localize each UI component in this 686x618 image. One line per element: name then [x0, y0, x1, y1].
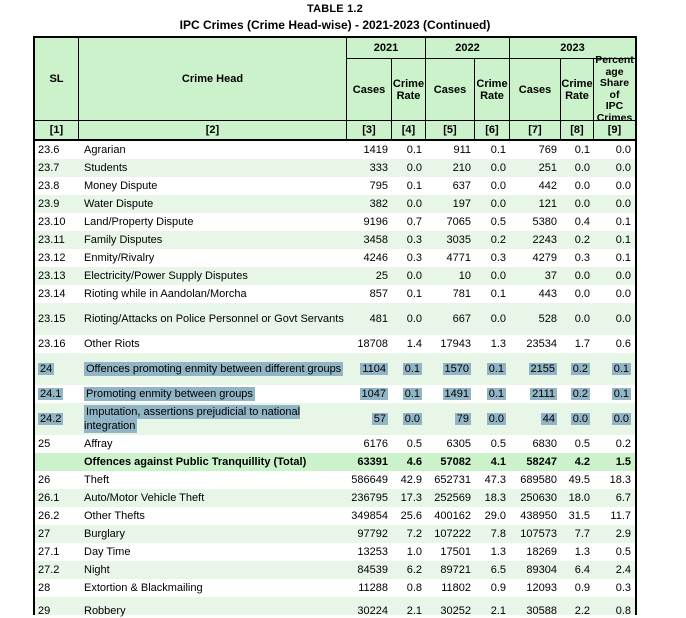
- row-value: 0.0: [615, 198, 631, 210]
- row-value: [594, 388, 635, 400]
- row-crime-head: Agrarian: [84, 144, 126, 156]
- row-sl: 23.14: [38, 288, 66, 300]
- row-crime-head: Rioting while in Aandolan/Morcha: [84, 288, 247, 300]
- row-value: 0.0: [574, 198, 590, 210]
- selected-text: Promoting enmity between groups: [86, 388, 253, 400]
- row-value: 89304: [526, 564, 557, 576]
- col-header-year-2022: 2022: [426, 38, 510, 59]
- row-crime-head: Affray: [84, 438, 113, 450]
- selected-text: 0.0: [613, 413, 629, 425]
- row-value: 0.6: [615, 338, 631, 350]
- row-value: 0.3: [490, 252, 506, 264]
- row-value: 6.5: [490, 564, 506, 576]
- row-value: 0.0: [615, 144, 631, 156]
- table-row: [35, 195, 635, 213]
- selected-text: 0.1: [488, 388, 504, 400]
- row-crime-head: Other Thefts: [84, 510, 145, 522]
- table-row: [35, 453, 635, 471]
- row-sl: 27.2: [38, 564, 60, 576]
- table-header: [35, 38, 635, 141]
- row-value: 0.0: [406, 162, 422, 174]
- row-value: [475, 363, 510, 375]
- row-value: 12093: [526, 582, 557, 594]
- row-value: 667: [452, 313, 471, 325]
- row-value: 210: [452, 162, 471, 174]
- row-value: [510, 388, 561, 400]
- selected-text: 1047: [361, 388, 386, 400]
- row-sl: 23.9: [38, 198, 60, 210]
- row-value: 6.4: [574, 564, 590, 576]
- row-value: 438950: [520, 510, 557, 522]
- row-value: 0.3: [406, 252, 422, 264]
- table-row: [35, 159, 635, 177]
- row-value: 0.0: [615, 270, 631, 282]
- row-value: 6176: [363, 438, 388, 450]
- row-sl: [35, 363, 79, 375]
- row-value: [347, 388, 392, 400]
- row-value: 443: [538, 288, 557, 300]
- row-value: 63391: [357, 456, 388, 468]
- col-header-cases-2023: Cases: [510, 59, 561, 121]
- selected-text: 1104: [362, 363, 386, 375]
- row-value: [426, 413, 475, 425]
- row-value: 0.0: [574, 270, 590, 282]
- row-value: 0.0: [490, 180, 506, 192]
- col-index-9: [9]: [607, 124, 622, 136]
- row-value: 251: [538, 162, 557, 174]
- row-value: 236795: [351, 492, 388, 504]
- table-row: [35, 403, 635, 435]
- row-value: 6830: [532, 438, 557, 450]
- row-crime-head: Day Time: [84, 546, 131, 558]
- row-value: 0.0: [615, 288, 631, 300]
- row-value: 18.3: [609, 474, 631, 486]
- row-crime-head: Family Disputes: [84, 234, 163, 246]
- row-value: 0.1: [574, 144, 590, 156]
- row-value: 1.7: [574, 338, 590, 350]
- col-index-5: [5]: [426, 121, 475, 139]
- row-sl: 26.1: [38, 492, 60, 504]
- col-header-year-2021: 2021: [347, 38, 426, 59]
- row-value: 0.1: [615, 234, 631, 246]
- row-value: 333: [369, 162, 388, 174]
- row-value: 107222: [434, 528, 471, 540]
- row-sl: 23.16: [38, 338, 66, 350]
- selected-text: Imputation, assertions prejudicial to national integration: [84, 406, 301, 432]
- row-value: 1419: [363, 144, 388, 156]
- row-value: 0.0: [615, 313, 631, 325]
- col-index-4: [4]: [392, 121, 426, 139]
- table-row: [35, 435, 635, 453]
- row-value: 2.2: [574, 604, 590, 617]
- row-value: [392, 363, 426, 375]
- row-value: 0.0: [490, 162, 506, 174]
- row-value: 0.0: [574, 180, 590, 192]
- col-header-cases-2022: Cases: [426, 59, 475, 121]
- col-header-percentage-share: Percent age Share of IPC Crimes: [595, 54, 634, 124]
- row-value: 84539: [357, 564, 388, 576]
- row-value: [426, 388, 475, 400]
- table-row: [35, 561, 635, 579]
- row-value: 2243: [532, 234, 557, 246]
- row-value: 442: [538, 180, 557, 192]
- row-value: 0.1: [615, 216, 631, 228]
- row-value: 0.0: [574, 162, 590, 174]
- table-row: [35, 213, 635, 231]
- row-sl: 29: [38, 604, 51, 617]
- row-value: [561, 388, 594, 400]
- col-header-year-2023: 2023: [510, 38, 635, 59]
- row-value: 795: [369, 180, 388, 192]
- row-sl: 26: [38, 474, 51, 486]
- row-value: 4.2: [574, 456, 590, 468]
- row-value: 0.1: [406, 144, 422, 156]
- row-value: 528: [538, 313, 557, 325]
- row-sl: 23.13: [38, 270, 66, 282]
- row-crime-head: Enmity/Rivalry: [84, 252, 155, 264]
- col-index-8: [8]: [561, 121, 594, 139]
- row-value: 0.1: [406, 288, 422, 300]
- row-value: 586649: [351, 474, 388, 486]
- row-value: 0.4: [574, 216, 590, 228]
- row-value: 47.3: [484, 474, 506, 486]
- table-row: [35, 385, 635, 403]
- row-value: 4246: [363, 252, 388, 264]
- row-value: 0.0: [574, 313, 590, 325]
- selected-text: 0.0: [572, 413, 588, 425]
- row-value: [347, 363, 392, 375]
- row-value: 349854: [351, 510, 388, 522]
- col-index-3: [3]: [347, 121, 392, 139]
- row-value: 13253: [357, 546, 388, 558]
- row-crime-head: Auto/Motor Vehicle Theft: [84, 492, 205, 504]
- row-sl: [35, 388, 79, 400]
- row-value: 0.9: [490, 582, 506, 594]
- row-value: 6305: [446, 438, 471, 450]
- table-row: [35, 141, 635, 159]
- row-value: [392, 388, 426, 400]
- table-body: [35, 141, 635, 615]
- ipc-crimes-table: [33, 36, 637, 615]
- selected-text: 24.1: [40, 388, 62, 400]
- row-value: 30252: [440, 604, 471, 617]
- row-value: 25.6: [400, 510, 422, 522]
- row-value: 0.8: [615, 604, 631, 617]
- row-value: 4279: [532, 252, 557, 264]
- row-sl: 23.11: [38, 234, 65, 246]
- selected-text: 44: [542, 413, 555, 425]
- row-value: 0.1: [490, 144, 506, 156]
- row-sl: 25: [38, 438, 51, 450]
- row-value: 689580: [520, 474, 557, 486]
- selected-text: 0.1: [613, 388, 629, 400]
- row-value: 2.4: [615, 564, 631, 576]
- row-value: 18.0: [568, 492, 590, 504]
- row-value: 11288: [358, 582, 388, 594]
- row-value: 7065: [446, 216, 471, 228]
- row-value: 2.1: [406, 604, 422, 617]
- selected-text: 57: [373, 413, 386, 425]
- col-index-7: [7]: [510, 121, 561, 139]
- row-value: 857: [369, 288, 388, 300]
- row-value: 637: [452, 180, 471, 192]
- row-sl: 28: [38, 582, 51, 594]
- row-value: 0.0: [574, 288, 590, 300]
- selected-text: 79: [456, 413, 469, 425]
- row-value: 4.6: [406, 456, 422, 468]
- row-crime-head: Money Dispute: [84, 180, 158, 192]
- row-value: 29.0: [484, 510, 506, 522]
- row-value: 250630: [520, 492, 557, 504]
- row-value: 0.2: [615, 438, 631, 450]
- row-value: [510, 413, 561, 425]
- row-value: 1.5: [615, 456, 631, 468]
- col-header-cases-2021: Cases: [347, 59, 392, 121]
- selected-text: 0.0: [404, 413, 420, 425]
- row-value: 4.1: [490, 456, 506, 468]
- row-value: 89721: [440, 564, 471, 576]
- table-row: [35, 525, 635, 543]
- row-value: 0.0: [490, 270, 506, 282]
- row-value: 25: [375, 270, 388, 282]
- table-row: [35, 303, 635, 335]
- row-value: 0.9: [574, 582, 590, 594]
- col-header-crime-head: Crime Head: [79, 38, 347, 121]
- row-sl: 23.15: [38, 313, 66, 325]
- row-value: 97792: [357, 528, 388, 540]
- row-value: 0.5: [615, 546, 631, 558]
- selected-text: 1570: [444, 363, 469, 375]
- row-value: 0.5: [406, 438, 422, 450]
- row-crime-head: Offences against Public Tranquillity (Total): [84, 456, 307, 468]
- row-value: 481: [369, 313, 388, 325]
- row-value: 7.7: [574, 528, 590, 540]
- row-value: 2.9: [615, 528, 631, 540]
- row-value: 42.9: [400, 474, 422, 486]
- col-header-crime-rate-2021: Crime Rate: [392, 59, 426, 121]
- row-value: 18269: [526, 546, 557, 558]
- table-number-title: TABLE 1.2: [307, 3, 363, 15]
- row-value: 0.5: [490, 438, 506, 450]
- row-value: 121: [538, 198, 557, 210]
- row-value: 1.3: [490, 546, 506, 558]
- row-crime-head: Other Riots: [84, 338, 140, 350]
- selected-text: 0.2: [572, 363, 588, 375]
- row-value: [426, 363, 475, 375]
- table-row: [35, 597, 635, 615]
- table-row: [35, 267, 635, 285]
- row-crime-head: Rioting/Attacks on Police Personnel or Govt Servants: [84, 313, 344, 325]
- row-value: 3458: [363, 234, 388, 246]
- table-row: [35, 285, 635, 303]
- row-sl: 27.1: [38, 546, 60, 558]
- row-value: 0.0: [490, 313, 506, 325]
- row-value: 1.3: [490, 338, 506, 350]
- row-value: 17.3: [400, 492, 422, 504]
- row-value: 0.0: [406, 270, 422, 282]
- selected-text: 1491: [444, 388, 469, 400]
- row-value: 7.8: [490, 528, 506, 540]
- col-index-1: [1]: [35, 121, 79, 139]
- table-row: [35, 507, 635, 525]
- row-sl: 27: [38, 528, 51, 540]
- row-value: [392, 413, 426, 425]
- table-row: [35, 249, 635, 267]
- row-value: 57082: [440, 456, 471, 468]
- row-crime-head: Extortion & Blackmailing: [84, 582, 203, 594]
- col-index-2: [2]: [79, 121, 347, 139]
- row-value: 18.3: [484, 492, 506, 504]
- selected-text: 0.1: [488, 363, 504, 375]
- row-value: 4771: [446, 252, 471, 264]
- row-value: [561, 363, 594, 375]
- row-value: 0.1: [490, 288, 506, 300]
- row-crime-head: Electricity/Power Supply Disputes: [84, 270, 248, 282]
- row-value: [475, 413, 510, 425]
- selected-text: 0.1: [404, 388, 420, 400]
- row-value: 9196: [363, 216, 388, 228]
- row-value: 781: [452, 288, 471, 300]
- row-crime-head: Theft: [84, 474, 110, 486]
- selected-text: 24.2: [40, 413, 62, 425]
- row-value: [561, 413, 594, 425]
- row-value: 6.2: [406, 564, 422, 576]
- row-value: 400162: [434, 510, 471, 522]
- row-sl: [35, 413, 79, 425]
- table-row: [35, 353, 635, 385]
- row-value: 18708: [357, 338, 388, 350]
- row-value: 1.0: [406, 546, 422, 558]
- row-value: 11.7: [610, 510, 631, 522]
- table-row: [35, 489, 635, 507]
- row-sl: 23.10: [38, 216, 66, 228]
- table-row: [35, 177, 635, 195]
- row-sl: 23.6: [38, 144, 60, 156]
- row-value: 0.5: [574, 438, 590, 450]
- row-value: 10: [458, 270, 471, 282]
- row-crime-head: Night: [84, 564, 110, 576]
- row-value: [510, 363, 561, 375]
- row-value: 197: [452, 198, 471, 210]
- table-row: [35, 543, 635, 561]
- row-value: 0.7: [406, 216, 422, 228]
- row-value: 49.5: [568, 474, 590, 486]
- row-value: 0.3: [615, 582, 631, 594]
- table-row: [35, 471, 635, 489]
- selected-text: 2155: [530, 363, 555, 375]
- row-crime-head: [79, 387, 347, 401]
- selected-text: 2111: [532, 388, 555, 400]
- row-value: 0.5: [490, 216, 506, 228]
- row-value: 0.0: [615, 180, 631, 192]
- title-block: [33, 0, 637, 32]
- selected-text: 0.2: [572, 388, 588, 400]
- table-subtitle: IPC Crimes (Crime Head-wise) - 2021-2023 (Continued): [179, 18, 491, 32]
- row-value: 30224: [357, 604, 388, 617]
- row-value: 58247: [526, 456, 557, 468]
- row-sl: 23.8: [38, 180, 60, 192]
- row-crime-head: Burglary: [84, 528, 125, 540]
- row-value: [475, 388, 510, 400]
- row-value: [347, 413, 392, 425]
- row-value: 0.8: [406, 582, 422, 594]
- row-value: 652731: [434, 474, 471, 486]
- row-value: [594, 363, 635, 375]
- selected-text: 24: [40, 363, 53, 375]
- row-value: 2.1: [490, 604, 506, 617]
- row-value: 0.0: [406, 198, 422, 210]
- row-value: 37: [544, 270, 557, 282]
- selected-text: Offences promoting enmity between different groups: [86, 363, 342, 375]
- table-row: [35, 231, 635, 249]
- col-index-6: [6]: [475, 121, 510, 139]
- row-crime-head: [79, 362, 347, 376]
- row-value: 31.5: [568, 510, 590, 522]
- row-crime-head: Robbery: [84, 604, 126, 617]
- row-value: 0.2: [490, 234, 506, 246]
- row-value: 0.0: [406, 313, 422, 325]
- table-row: [35, 335, 635, 353]
- row-value: 0.1: [406, 180, 422, 192]
- row-value: 17943: [440, 338, 471, 350]
- row-value: 0.2: [574, 234, 590, 246]
- selected-text: 0.1: [404, 363, 420, 375]
- row-value: 1.3: [574, 546, 590, 558]
- row-value: 23534: [526, 338, 557, 350]
- row-crime-head: [79, 405, 347, 433]
- selected-text: 0.1: [613, 363, 629, 375]
- row-value: 0.0: [490, 198, 506, 210]
- row-value: 0.1: [615, 252, 631, 264]
- row-value: 0.3: [406, 234, 422, 246]
- row-crime-head: Water Dispute: [84, 198, 154, 210]
- row-value: 769: [538, 144, 557, 156]
- row-value: 7.2: [406, 528, 422, 540]
- row-crime-head: Land/Property Dispute: [84, 216, 194, 228]
- row-value: 5380: [532, 216, 557, 228]
- row-sl: 26.2: [38, 510, 60, 522]
- row-value: 911: [453, 144, 471, 156]
- row-value: [594, 413, 635, 425]
- selected-text: 0.0: [488, 413, 504, 425]
- row-value: 3035: [446, 234, 471, 246]
- row-value: 30588: [526, 604, 557, 617]
- row-value: 0.0: [615, 162, 631, 174]
- row-value: 107573: [520, 528, 557, 540]
- row-crime-head: Students: [84, 162, 128, 174]
- col-header-crime-rate-2022: Crime Rate: [475, 59, 510, 121]
- col-header-sl: SL: [35, 38, 79, 121]
- row-value: 11802: [441, 582, 471, 594]
- row-value: 252569: [434, 492, 471, 504]
- col-header-crime-rate-2023: Crime Rate: [561, 59, 594, 121]
- row-value: 6.7: [615, 492, 631, 504]
- row-value: 17501: [440, 546, 471, 558]
- row-sl: 23.7: [38, 162, 60, 174]
- row-value: 382: [369, 198, 388, 210]
- row-value: 1.4: [406, 338, 422, 350]
- row-sl: 23.12: [38, 252, 66, 264]
- row-value: 0.3: [574, 252, 590, 264]
